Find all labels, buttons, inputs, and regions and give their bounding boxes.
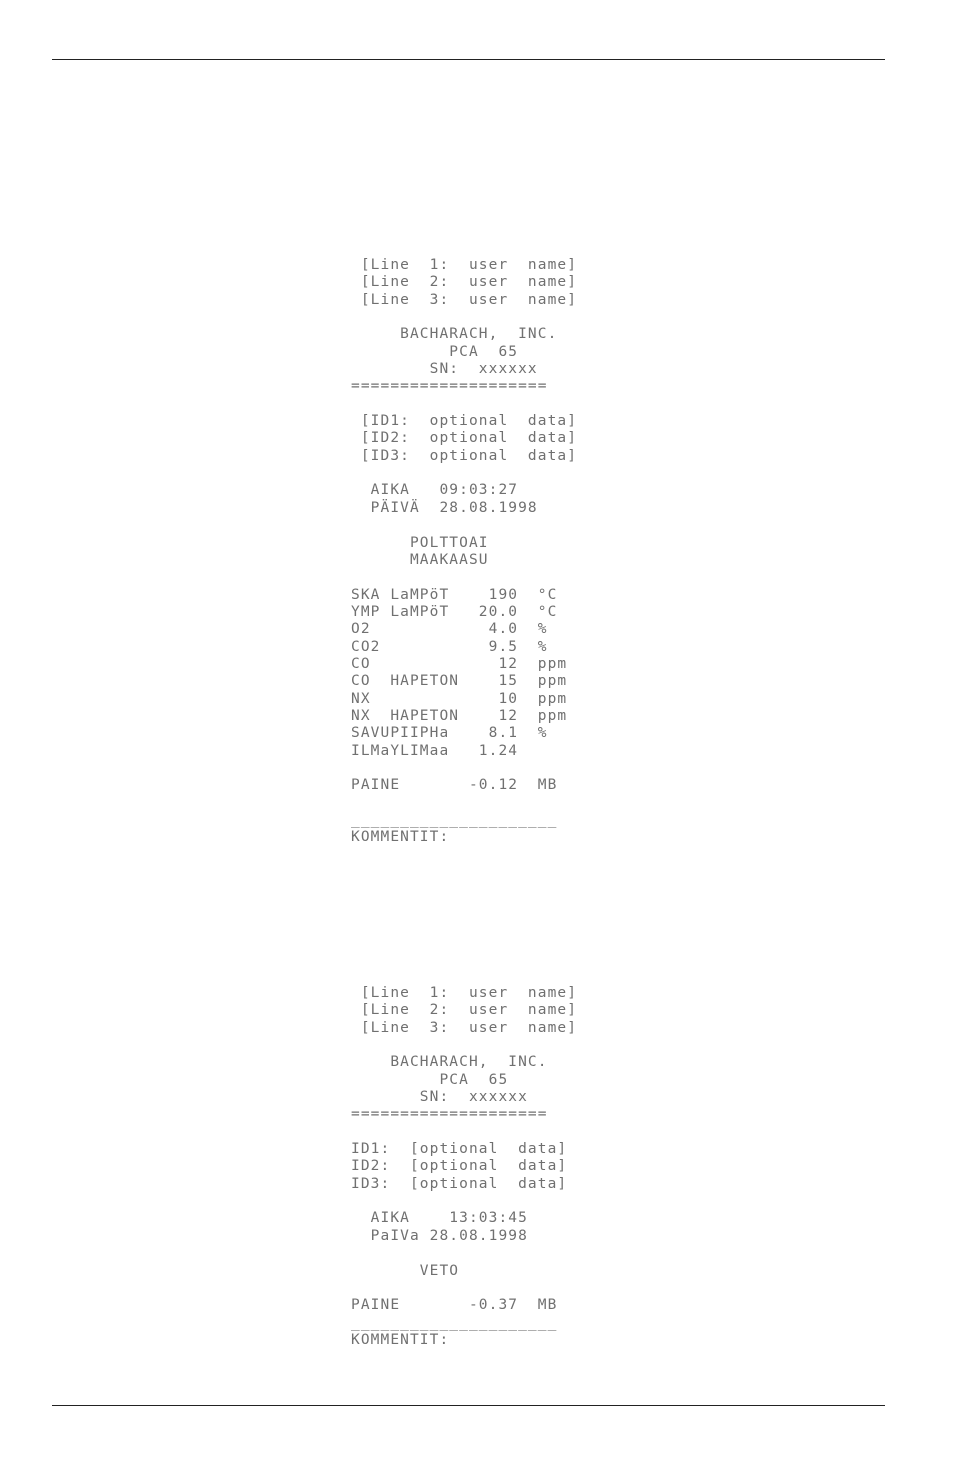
printout-1-line: SAVUPIIPHa 8.1 % bbox=[351, 725, 548, 742]
printout-2-line: PCA 65 bbox=[351, 1071, 509, 1088]
printout-1-line: CO 12 ppm bbox=[351, 655, 568, 672]
printout-1-line bbox=[351, 517, 611, 534]
printout-2-line: ==================== bbox=[351, 1106, 548, 1123]
printout-2-line: ID1: [optional data] bbox=[351, 1141, 568, 1158]
printout-combustion-test bbox=[351, 257, 611, 847]
printout-1-line bbox=[351, 569, 611, 586]
printout-1-line: PAINE -0.12 MB bbox=[351, 777, 558, 794]
printout-2-line: PAINE -0.37 MB bbox=[351, 1297, 558, 1314]
printout-2-line: [Line 3: user name] bbox=[351, 1019, 578, 1036]
printout-2-line bbox=[351, 1245, 611, 1262]
printout-1-line: PÄIVÄ 28.08.1998 bbox=[351, 499, 538, 516]
printout-1-line: ==================== bbox=[351, 378, 548, 395]
printout-2-line: BACHARACH, INC. bbox=[351, 1054, 548, 1071]
printout-1-line: [ID1: optional data] bbox=[351, 413, 578, 430]
printout-2-line: _____________________ bbox=[351, 1314, 558, 1331]
footer-rule bbox=[52, 1405, 885, 1406]
printout-1-line: PCA 65 bbox=[351, 343, 519, 360]
printout-2-line bbox=[351, 1124, 611, 1141]
printout-1-line: ILMaYLIMaa 1.24 bbox=[351, 742, 519, 759]
printout-1-line: KOMMENTIT: bbox=[351, 829, 450, 846]
printout-1-line: O2 4.0 % bbox=[351, 621, 548, 638]
printout-1-line bbox=[351, 465, 611, 482]
printout-2-line: [Line 2: user name] bbox=[351, 1002, 578, 1019]
printout-2-line bbox=[351, 1280, 611, 1297]
printout-1-line: MAAKAASU bbox=[351, 551, 489, 568]
printout-1-line: SN: xxxxxx bbox=[351, 361, 538, 378]
printout-2-line: AIKA 13:03:45 bbox=[351, 1210, 528, 1227]
header-rule bbox=[52, 59, 885, 60]
printout-2-line: [Line 1: user name] bbox=[351, 985, 578, 1001]
printout-1-line: [Line 2: user name] bbox=[351, 274, 578, 291]
printout-1-line: _____________________ bbox=[351, 812, 558, 828]
printout-1-line: [Line 1: user name] bbox=[351, 257, 578, 273]
printout-1-line bbox=[351, 760, 611, 777]
printout-1-line: CO HAPETON 15 ppm bbox=[351, 673, 568, 690]
printout-2-line: VETO bbox=[351, 1262, 460, 1279]
printout-2-line: SN: xxxxxx bbox=[351, 1089, 528, 1106]
printout-1-line: AIKA 09:03:27 bbox=[351, 482, 519, 499]
printout-1-line: [Line 3: user name] bbox=[351, 291, 578, 308]
printout-2-line: PaIVa 28.08.1998 bbox=[351, 1227, 528, 1244]
printout-1-line: SKA LaMPöT 190 °C bbox=[351, 586, 558, 603]
printout-1-line: NX 10 ppm bbox=[351, 690, 568, 707]
printout-1-line: POLTTOAI bbox=[351, 534, 489, 551]
printout-1-line: [ID3: optional data] bbox=[351, 447, 578, 464]
printout-1-line bbox=[351, 309, 611, 326]
printout-1-line: BACHARACH, INC. bbox=[351, 326, 558, 343]
printout-draft-test bbox=[351, 985, 611, 1349]
printout-1-line: YMP LaMPöT 20.0 °C bbox=[351, 603, 558, 620]
printout-2-line: ID2: [optional data] bbox=[351, 1158, 568, 1175]
printout-1-line: NX HAPETON 12 ppm bbox=[351, 707, 568, 724]
printout-2-line: ID3: [optional data] bbox=[351, 1175, 568, 1192]
printout-1-line bbox=[351, 396, 611, 413]
printout-2-line: KOMMENTIT: bbox=[351, 1331, 450, 1348]
printout-2-line bbox=[351, 1037, 611, 1054]
printout-1-line: CO2 9.5 % bbox=[351, 638, 548, 655]
printout-2-line bbox=[351, 1193, 611, 1210]
printout-1-line bbox=[351, 795, 611, 812]
printout-1-line: [ID2: optional data] bbox=[351, 430, 578, 447]
